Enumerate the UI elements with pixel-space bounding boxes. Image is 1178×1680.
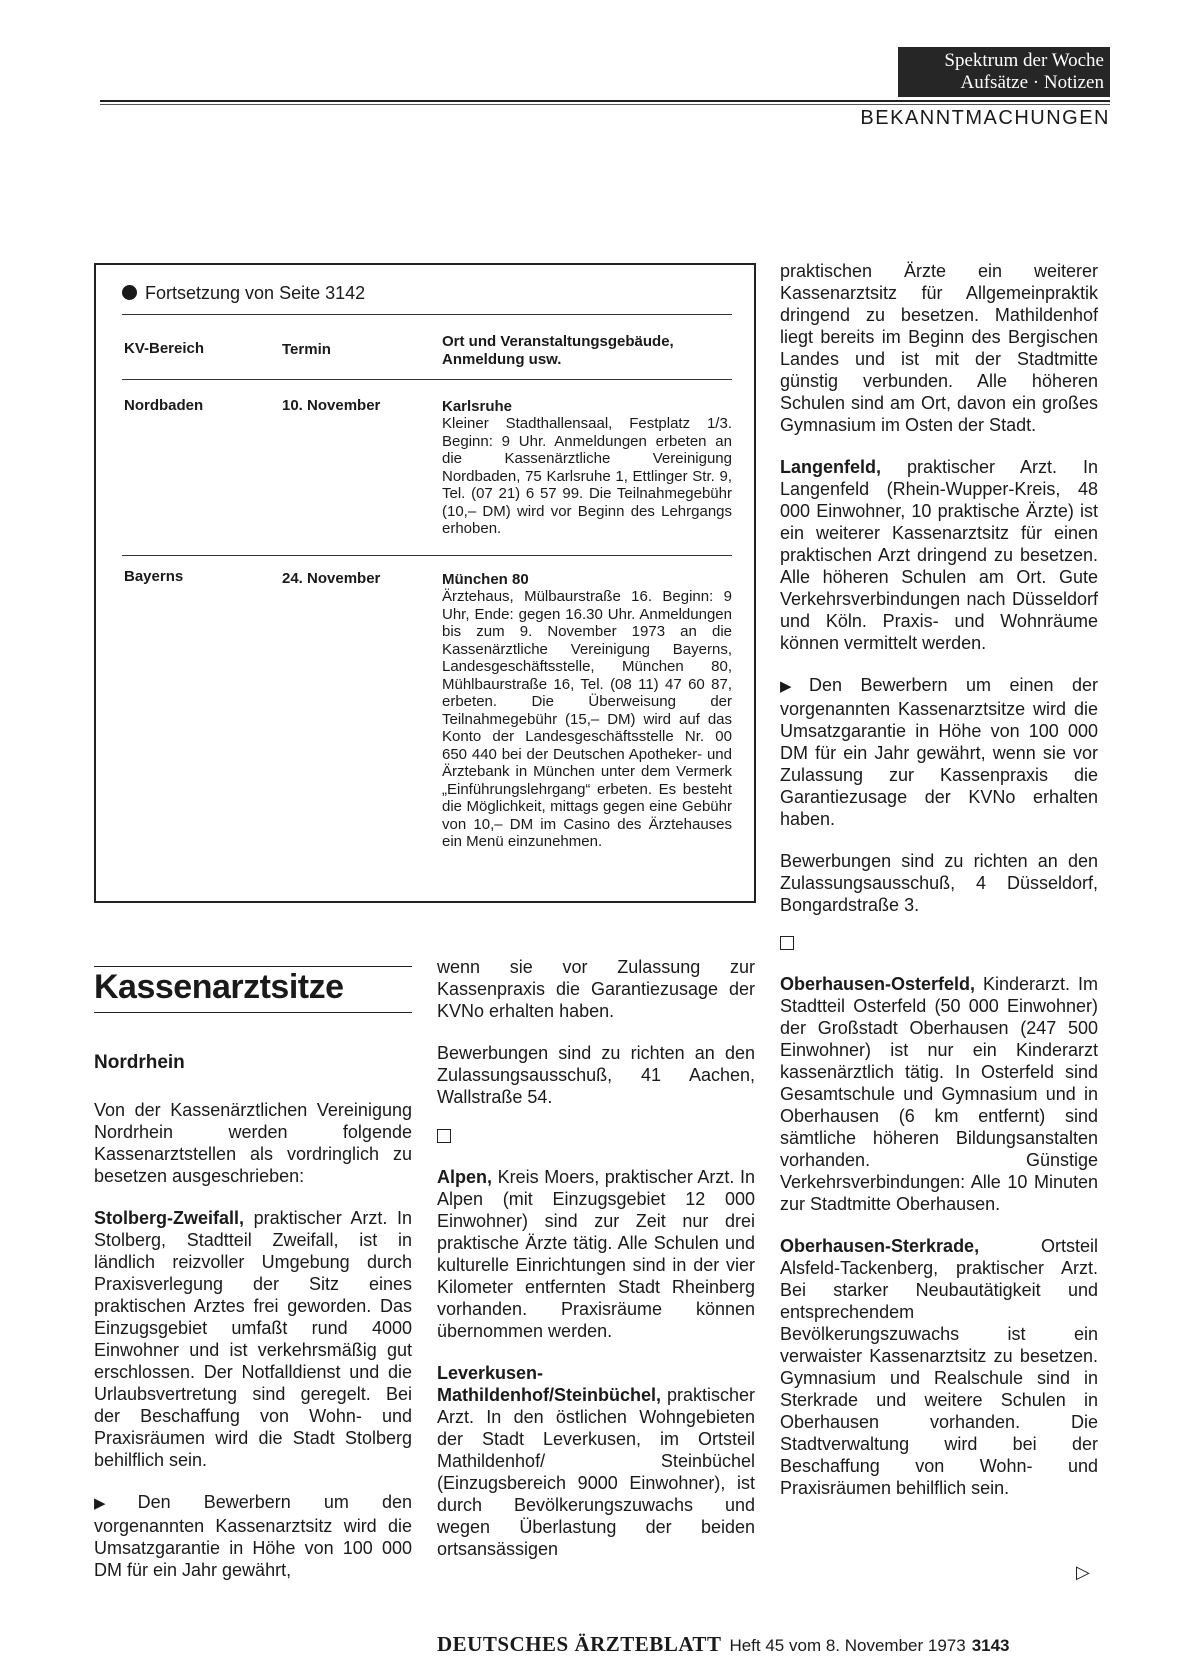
journal-name: DEUTSCHES ÄRZTEBLATT — [437, 1632, 722, 1656]
title-rule-top — [94, 966, 412, 967]
section-label-line2: Aufsätze · Notizen — [960, 72, 1104, 93]
table-rule — [122, 379, 732, 380]
entry-title: Leverkusen-Mathildenhof/Steinbüchel, — [437, 1363, 661, 1405]
row1-details: Kleiner Stadthallensaal, Festplatz 1/3. Beginn: 9 Uhr. Anmeldungen erbeten an die Kassenärztliche Vereinigung Nordbaden, 75 Karlsruhe 1, Ettlinger Str. 9, Tel. (07 21) 6 57 99. Die Teilnahmegebühr (10,– DM) wird vor Beginn des Lehrgangs erhoben. — [442, 415, 732, 537]
continued-text: Fortsetzung von Seite 3142 — [145, 283, 366, 303]
section-label-box — [898, 47, 1110, 97]
th-region: KV-Bereich — [124, 340, 205, 357]
entry-text: Kreis Moers, praktischer Arzt. In Alpen (mit Einzugsgebiet 12 000 Einwohner) sind zur Zeit nur drei praktische Ärzte tätig. Alle Schulen und kulturelle Einrichtungen sind in der vier Kilometer entfernten Stadt Rheinberg vorhanden. Praxisräume können übernommen werden. — [437, 1167, 755, 1341]
entry-text: praktischer Arzt. In den östlichen Wohngebieten der Stadt Leverkusen, im Ortsteil Mathildenhof/ Steinbüchel (Einzugsbereich 9000 Einwohner), ist durch Bevölkerungszuwachs und wegen Überlastung der beiden ortsansässigen — [437, 1385, 755, 1559]
guarantee-paragraph — [780, 674, 1098, 830]
entry-oberhausen-sterkrade — [780, 1235, 1098, 1499]
column-2-text — [437, 956, 755, 1560]
entry-text: praktischer Arzt. In Langenfeld (Rhein-Wupper-Kreis, 48 000 Einwohner, 10 praktische Ärzte) ist ein weiterer Kassenarztsitz für einen praktischen Arzt dringend zu besetzen. Alle höheren Schulen am Ort. Gute Verkehrsverbindungen nach Düsseldorf und Köln. Praxis- und Wohnräume können vermittelt werden. — [780, 457, 1098, 653]
entry-alpen — [437, 1166, 755, 1342]
guarantee-continued: wenn sie vor Zulassung zur Kassenpraxis die Garantiezusage der KVNo erhalten haben. — [437, 957, 755, 1021]
entry-leverkusen — [437, 1362, 755, 1560]
section-heading: BEKANNTMACHUNGEN — [860, 107, 1110, 129]
column-1-text — [94, 1099, 412, 1581]
row1-date: 10. November — [282, 397, 381, 414]
row2-city: München 80 — [442, 571, 529, 588]
header-rule — [100, 100, 1110, 102]
row1-region: Nordbaden — [124, 397, 204, 414]
guarantee-text: Den Bewerbern um einen der vorgenannten Kassenarztsitze wird die Umsatzgarantie in Höhe von 100 000 DM für ein Jahr gewährt, wenn sie vor Zulassung zur Kassenpraxis die Garantiezusage der KVNo erhalten haben. — [780, 675, 1098, 829]
entry-title: Alpen, — [437, 1167, 493, 1187]
application-note: Bewerbungen sind zu richten an den Zulassungsausschuß, 41 Aachen, Wallstraße 54. — [437, 1043, 755, 1107]
entry-text: praktischer Arzt. In Stolberg, Stadtteil Zweifall, ist in ländlich reizvoller Umgebung durch Praxisverlegung der Sitz eines praktischen Arztes frei geworden. Das Einzugsgebiet umfaßt rund 4000 Einwohner und ist verkehrsmäßig gut erschlossen. Der Notfalldienst und die Urlaubsvertretung sind geregelt. Bei der Beschaffung von Wohn- und Praxisräumen wird die Stadt Stolberg behilflich sein. — [94, 1208, 412, 1470]
entry-text: Kinderarzt. Im Stadtteil Osterfeld (50 000 Einwohner) der Großstadt Oberhausen (247 500 Einwohner) ist nur ein Kinderarzt kassenärztlich tätig. In Osterfeld sind Gesamtschule und Gymnasium und in Oberhausen (6 km entfernt) sind sämtliche höheren Bildungsanstalten vorhanden. Günstige Verkehrsverbindungen: Alle 10 Minuten zur Stadtmitte Oberhausen. — [780, 974, 1098, 1214]
end-mark-icon — [780, 936, 794, 950]
continue-arrow-icon: ▷ — [1076, 1562, 1090, 1582]
entry-title: Oberhausen-Sterkrade, — [780, 1236, 980, 1256]
continued-note — [122, 283, 365, 304]
entry-stolberg — [94, 1207, 412, 1471]
triangle-right-icon: ▶ — [780, 678, 805, 695]
intro-paragraph: Von der Kassenärztlichen Vereinigung Nordrhein werden folgende Kassenarztstellen als vordringlich zu besetzen ausgeschrieben: — [94, 1100, 412, 1186]
row2-details: Ärztehaus, Mülbaurstraße 16. Beginn: 9 Uhr, Ende: gegen 16.30 Uhr. Anmeldungen bis zum 9. November 1973 an die Kassenärztliche Vereinigung Bayerns, Landesgeschäftsstelle, München 80, Mühlbaurstraße 16, Tel. (08 11) 47 60 87, erbeten. Die Überweisung der Teilnahmegebühr (15,– DM) wird auf das Konto der Landesgeschäftsstelle Nr. 00 650 440 bei der Deutschen Apotheker- und Ärztebank in München unter dem Vermerk „Einführungslehrgang“ erbeten. Es besteht die Möglichkeit, mittags gegen eine Gebühr von 10,– DM im Casino des Ärztehauses ein Menü einzunehmen. — [442, 588, 732, 850]
entry-langenfeld — [780, 456, 1098, 654]
row2-date: 24. November — [282, 570, 381, 587]
table-rule — [122, 314, 732, 315]
application-note: Bewerbungen sind zu richten an den Zulassungsausschuß, 4 Düsseldorf, Bongardstraße 3. — [780, 851, 1098, 915]
end-mark-icon — [437, 1129, 451, 1143]
triangle-right-icon: ▶ — [94, 1495, 134, 1512]
column-3-text — [780, 260, 1098, 1499]
header-rule-thin — [100, 104, 1110, 105]
th-place: Ort und Veranstaltungsgebäude, Anmeldung usw. — [442, 333, 674, 368]
title-rule-bottom — [94, 1012, 412, 1013]
issue-info: Heft 45 vom 8. November 1973 — [729, 1636, 966, 1655]
section-label-line1: Spektrum der Woche — [944, 50, 1104, 71]
entry-text: Ortsteil Alsfeld-Tackenberg, praktischer Arzt. Bei starker Neubautätigkeit und entsprechendem Bevölkerungszuwachs ist ein verwaister Kassenarztsitz zu besetzen. Gymnasium und Realschule sind in Sterkrade und weitere Schulen in Oberhausen vorhanden. Die Stadtverwaltung wird bei der Beschaffung von Wohn- und Praxisräumen behilflich sein. — [780, 1236, 1098, 1498]
region-subheading: Nordrhein — [94, 1052, 185, 1073]
guarantee-paragraph — [94, 1491, 412, 1581]
row1-city: Karlsruhe — [442, 398, 513, 415]
page-footer — [437, 1632, 1010, 1657]
bullet-icon — [122, 285, 137, 300]
entry-oberhausen-osterfeld — [780, 973, 1098, 1215]
entry-title: Oberhausen-Osterfeld, — [780, 974, 976, 994]
guarantee-text: Den Bewerbern um den vorgenannten Kassenarztsitz wird die Umsatzgarantie in Höhe von 100 000 DM für ein Jahr gewährt, — [94, 1492, 412, 1580]
entry-title: Stolberg-Zweifall, — [94, 1208, 245, 1228]
leverkusen-continued: praktischen Ärzte ein weiterer Kassenarztsitz für Allgemeinpraktik dringend zu besetzen. Mathildenhof liegt bereits im Beginn des Bergischen Landes und ist mit der Stadtmitte günstig verbunden. Alle höheren Schulen sind am Ort, davon ein großes Gymnasium im Osten der Stadt. — [780, 261, 1098, 435]
row2-region: Bayerns — [124, 568, 184, 585]
th-date: Termin — [282, 341, 331, 358]
section-title: Kassenarztsitze — [94, 968, 344, 1006]
table-rule — [122, 555, 732, 556]
entry-title: Langenfeld, — [780, 457, 882, 477]
page-number: 3143 — [971, 1636, 1010, 1655]
